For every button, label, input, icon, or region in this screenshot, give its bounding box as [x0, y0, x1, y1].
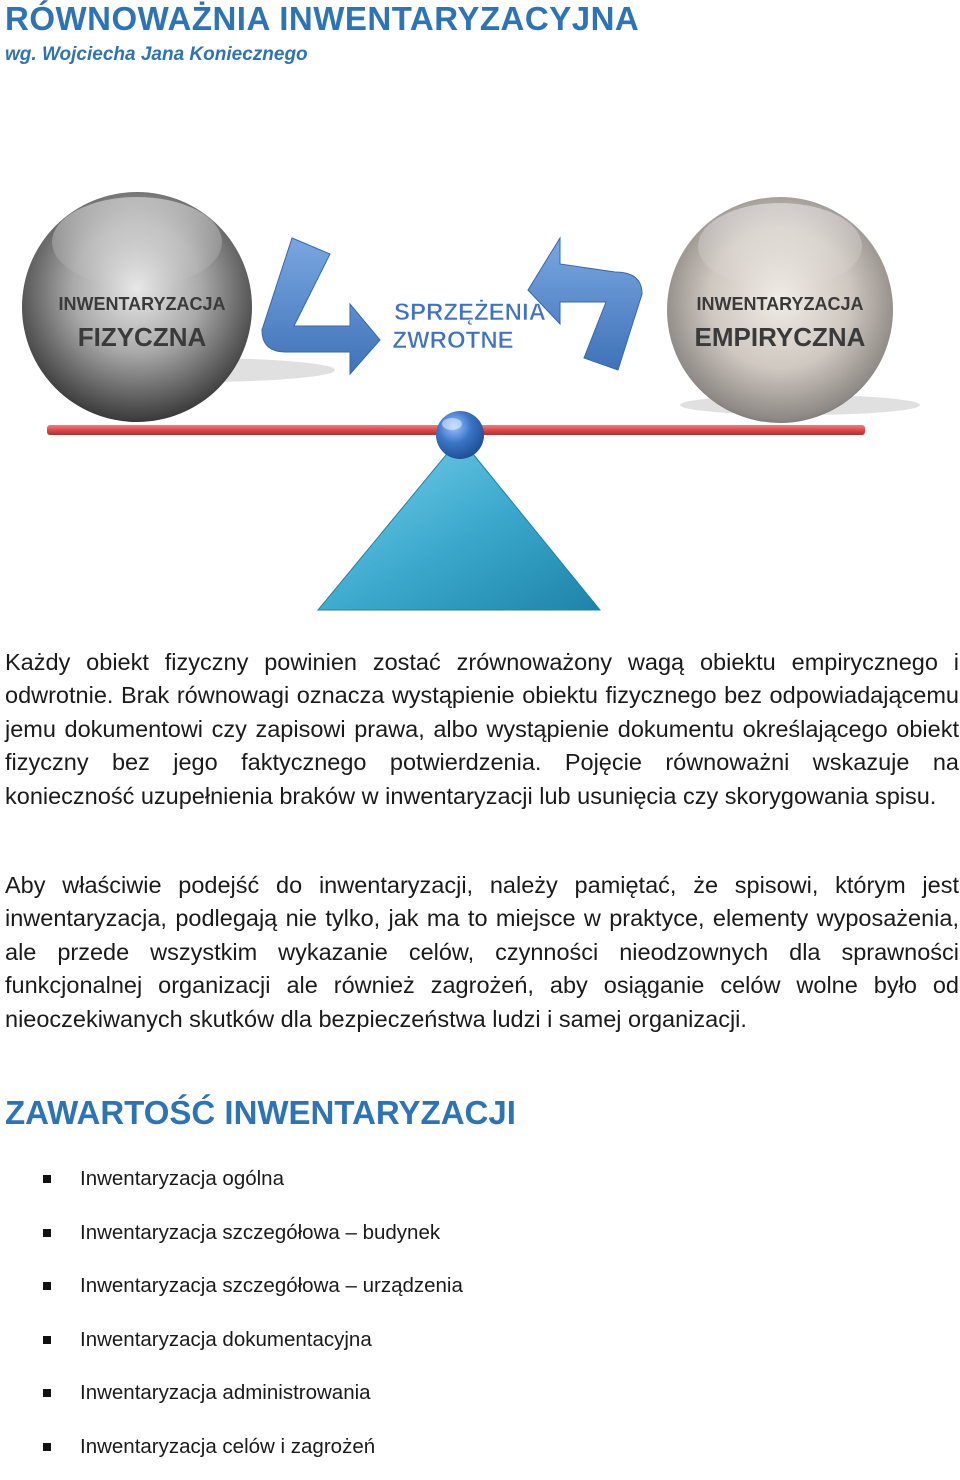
square-bullet-icon	[43, 1175, 51, 1183]
list-item	[0, 1319, 960, 1373]
left-feedback-arrow	[262, 238, 380, 374]
square-bullet-icon	[43, 1443, 51, 1451]
square-bullet-icon	[43, 1389, 51, 1397]
center-label-line1: SPRZĘŻENIA	[393, 299, 547, 326]
balance-diagram	[0, 180, 960, 620]
list-item-label: Inwentaryzacja administrowania	[80, 1381, 371, 1405]
list-item-label: Inwentaryzacja ogólna	[80, 1167, 284, 1190]
center-label-line2: ZWROTNE	[392, 327, 514, 354]
contents-list	[0, 1158, 960, 1480]
paragraph-1: Każdy obiekt fizyczny powinien zostać zrównoważony wagą obiektu empirycznego i odwrotnie. Brak równowagi oznacza wystąpienie obiektu fizycznego bez odpowiadającemu jemu dokumentowi czy zapisowi prawa, albo wystąpienie dokumentu określającego obiekt fizyczny bez jego faktycznego potwierdzenia. Pojęcie równoważni wskazuje na konieczność uzupełnienia braków w inwentaryzacji lub usunięcia czy skorygowania spisu.	[5, 649, 959, 809]
list-item	[0, 1212, 960, 1266]
fulcrum-triangle	[318, 438, 600, 610]
right-sphere-line1: INWENTARYZACJA	[696, 294, 864, 314]
left-sphere	[22, 192, 252, 422]
page-subtitle: wg. Wojciecha Jana Koniecznego	[5, 44, 308, 65]
list-item	[0, 1426, 960, 1480]
left-sphere-line1: INWENTARYZACJA	[58, 294, 226, 314]
pivot-ball	[436, 411, 484, 459]
pivot-highlight	[442, 418, 462, 430]
page-title: RÓWNOWAŻNIA INWENTARYZACYJNA	[5, 0, 640, 37]
list-item-label: Inwentaryzacja dokumentacyjna	[80, 1327, 372, 1351]
list-item	[0, 1372, 960, 1426]
list-item	[0, 1158, 960, 1212]
square-bullet-icon	[43, 1336, 51, 1344]
right-sphere	[667, 197, 893, 423]
square-bullet-icon	[43, 1229, 51, 1237]
list-item-label: Inwentaryzacja szczegółowa – budynek	[80, 1220, 441, 1244]
paragraph-2: Aby właściwie podejść do inwentaryzacji, należy pamiętać, że spisowi, którym jest inwentaryzacja, podlegają nie tylko, jak ma to miejsce w praktyce, elementy wyposażenia, ale przede wszystkim wykazanie celów, czynności nieodzownych dla sprawności funkcjonalnej organizacji ale również zagrożeń, aby osiąganie celów wolne było od nieoczekiwanych skutków dla bezpieczeństwa ludzi i samej organizacji.	[5, 872, 959, 1032]
section-heading: ZAWARTOŚĆ INWENTARYZACJI	[5, 1094, 516, 1131]
right-sphere-line2: EMPIRYCZNA	[694, 322, 866, 352]
square-bullet-icon	[43, 1282, 51, 1290]
list-item-label: Inwentaryzacja szczegółowa – urządzenia	[80, 1274, 463, 1298]
list-item-label: Inwentaryzacja celów i zagrożeń	[80, 1434, 376, 1458]
list-item	[0, 1265, 960, 1319]
left-sphere-line2: FIZYCZNA	[77, 322, 207, 352]
